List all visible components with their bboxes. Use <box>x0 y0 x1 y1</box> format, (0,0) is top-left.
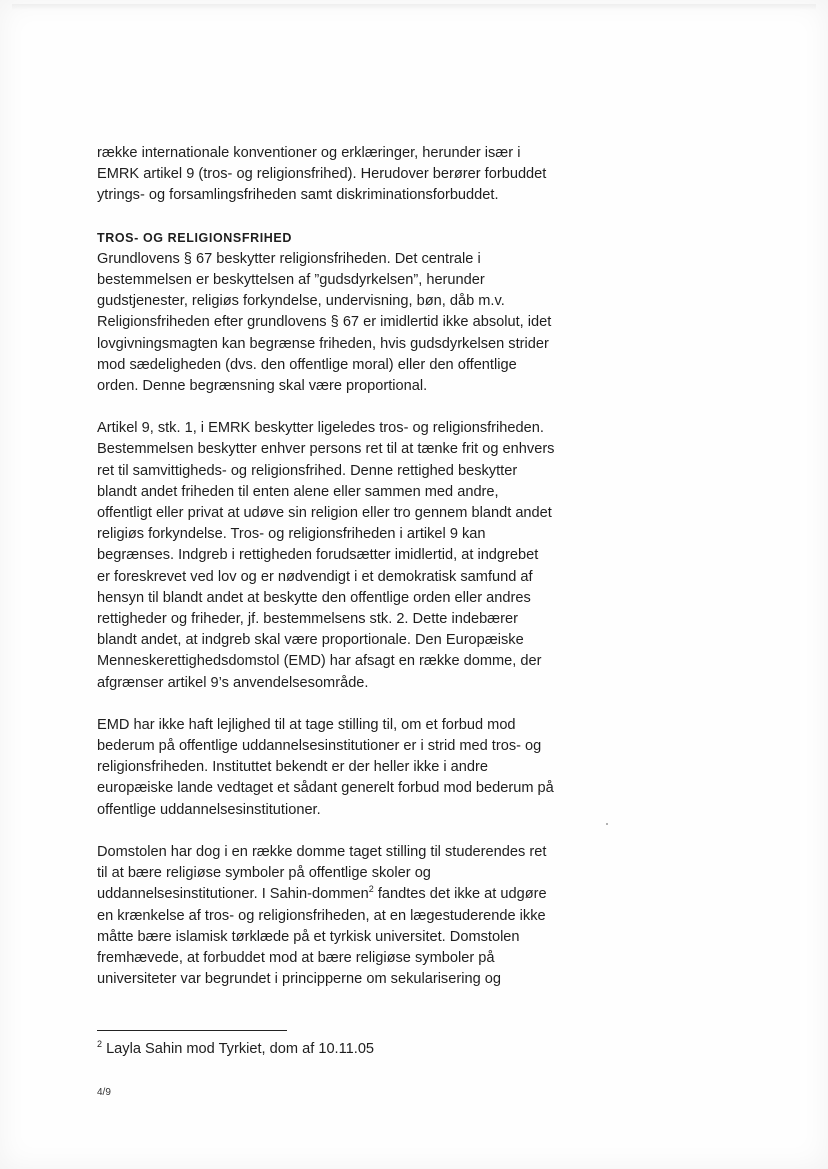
footnote-number: 2 <box>97 1039 103 1050</box>
scan-speck <box>606 823 608 825</box>
paragraph-emd-bederum: EMD har ikke haft lejlighed til at tage stilling til, om et forbud mod bederum på offentlige uddannelsesinstitutioner er i strid med tros- og religionsfriheden. Instituttet bekendt er der heller ikke i andre europæiske lande vedtaget et sådant generelt forbud mod bederum på offentlige uddannelsesinstitutioner. <box>97 716 554 818</box>
footnote-text: Layla Sahin mod Tyrkiet, dom af 10.11.05 <box>102 1041 375 1057</box>
paragraph-emrk-artikel-9: Artikel 9, stk. 1, i EMRK beskytter ligeledes tros- og religionsfriheden. Bestemmelsen beskytter enhver persons ret til at tænke frit og enhvers ret til samvittigheds- og religionsfrihed. Denne rettighed beskytter blandt andet friheden til enten alene eller sammen med andre, offentligt eller privat at udøve sin religion eller tro gennem blandt andet religiøs forkyndelse. Tros- og religionsfriheden i artikel 9 kan begrænses. Indgreb i rettigheden forudsætter imidlertid, at indgrebet er foreskrevet ved lov og er nødvendigt i et demokratisk samfund af hensyn til blandt andet at beskytte den offentlige orden eller andres rettigheder og friheder, jf. bestemmelsens stk. 2. Dette indebærer blandt andet, at indgreb skal være proportionale. Den Europæiske Menneskerettighedsdomstol (EMD) har afsagt en række domme, der afgrænser artikel 9’s anvendelsesområde. <box>97 420 555 691</box>
footnote-reference: 2 <box>368 884 374 895</box>
scan-top-edge <box>12 4 816 10</box>
paragraph-sahin-part-2: fandtes det ikke at udgøre en krænkelse af tros- og religionsfriheden, at en lægestuderende ikke måtte bære islamisk tørklæde på et tyrkisk universitet. Domstolen fremhævede, at forbuddet mod at bære religiøse symboler på universiteter var begrundet i principperne om sekularisering og <box>97 886 547 988</box>
paragraph-sahin <box>97 842 577 990</box>
section-heading: TROS- OG RELIGIONSFRIHED <box>97 230 292 245</box>
footnote-divider <box>97 1030 287 1031</box>
document-body <box>97 143 577 990</box>
paragraph-intro: række internationale konventioner og erklæringer, herunder især i EMRK artikel 9 (tros- og religionsfrihed). Herudover berører forbuddet ytrings- og forsamlingsfriheden samt diskriminationsforbuddet. <box>97 145 547 204</box>
paragraph-grundloven: Grundlovens § 67 beskytter religionsfriheden. Det centrale i bestemmelsen er beskyttelsen af ”gudsdyrkelsen”, herunder gudstjenester, religiøs forkyndelse, undervisning, bøn, dåb m.v. Religionsfriheden efter grundlovens § 67 er imidlertid ikke absolut, idet lovgivningsmagten kan begrænse friheden, hvis gudsdyrkelsen strider mod sædeligheden (dvs. den offentlige moral) eller den offentlige orden. Denne begrænsning skal være proportional. <box>97 250 552 395</box>
paragraph-sahin-part-1: Domstolen har dog i en række domme taget stilling til studerendes ret til at bære religiøse symboler på offentlige skoler og uddannelsesinstitutioner. I Sahin-dommen <box>97 843 547 903</box>
footnote <box>97 1041 374 1057</box>
page-number: 4/9 <box>97 1087 111 1098</box>
